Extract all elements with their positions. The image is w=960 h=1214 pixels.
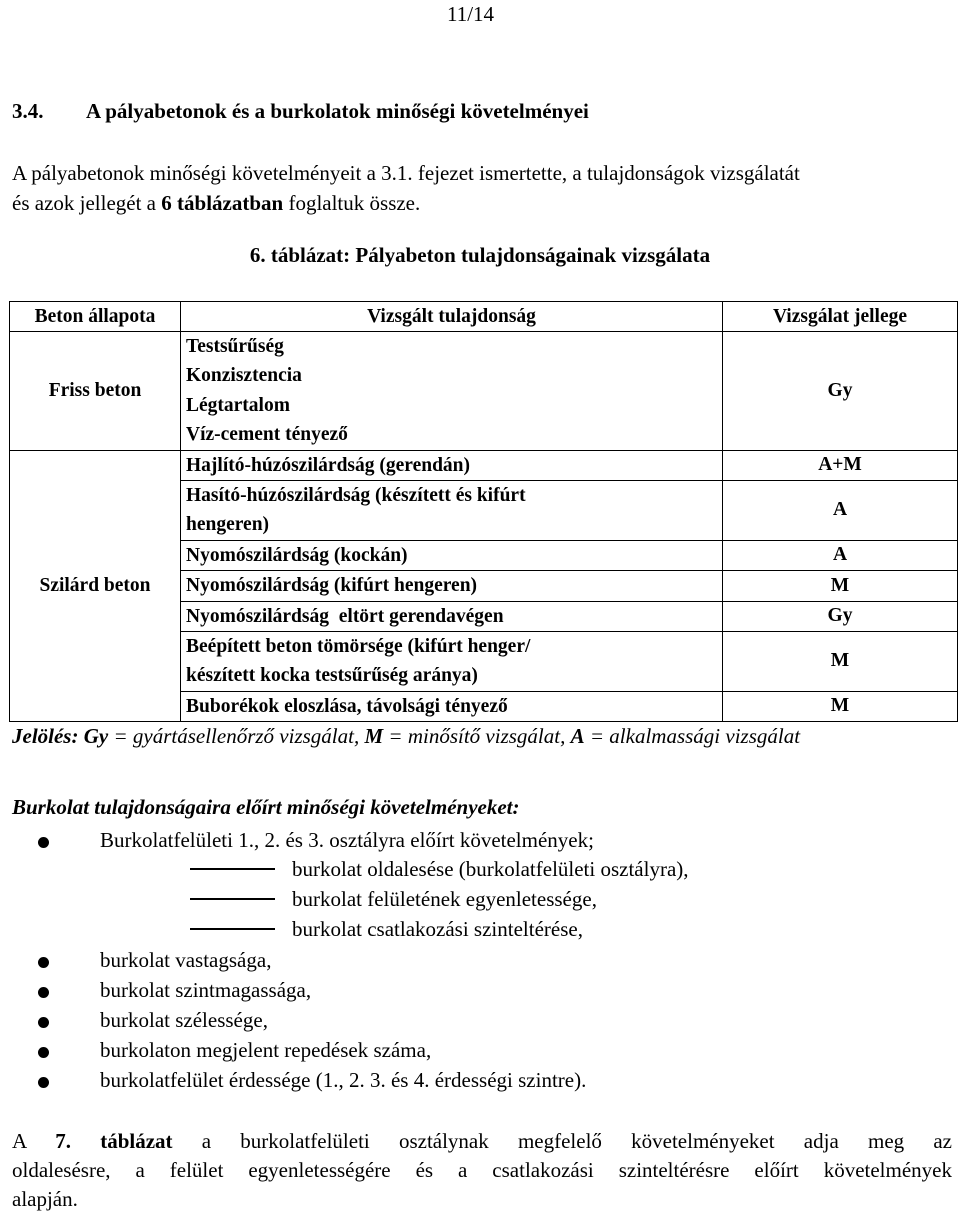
test-type-cell: M — [723, 571, 958, 601]
list-item: burkolatfelület érdessége (1., 2. 3. és 4. érdességi szintre). — [100, 1068, 587, 1092]
table-reference: 6 táblázatban — [161, 191, 284, 215]
bullet-icon — [38, 1017, 49, 1028]
closing-paragraph — [12, 1127, 952, 1214]
property-cell: Nyomószilárdság eltört gerendavégen — [181, 601, 723, 631]
test-type-cell: A+M — [723, 450, 958, 480]
table-reference: 7. táblázat — [55, 1129, 173, 1153]
header-cell: Vizsgálat jellege — [723, 302, 958, 332]
burkolat-heading: Burkolat tulajdonságaira előírt minőségi követelményeket: — [12, 795, 520, 819]
header-cell: Vizsgált tulajdonság — [181, 302, 723, 332]
test-type-cell: M — [723, 691, 958, 721]
dash-icon — [190, 928, 275, 930]
bullet-icon — [38, 987, 49, 998]
intro-line-1: A pályabetonok minőségi követelményeit a 3.1. fejezet ismertette, a tulajdonságok vizsgálatát — [12, 161, 800, 185]
state-cell: Szilárd beton — [10, 450, 181, 722]
property-cell: Nyomószilárdság (kifúrt hengeren) — [181, 571, 723, 601]
test-type-cell: A — [723, 480, 958, 540]
bullet-icon — [38, 957, 49, 968]
header-cell: Beton állapota — [10, 302, 181, 332]
legend-label: Jelölés: — [12, 724, 79, 748]
dash-icon — [190, 898, 275, 900]
table-row — [10, 332, 958, 451]
table-legend: Jelölés: Gy = gyártásellenőrző vizsgálat, M = minősítő vizsgálat, A = alkalmassági vizsgálat — [12, 724, 801, 748]
intro-line-2: és azok jellegét a 6 táblázatban foglaltuk össze. — [12, 191, 421, 215]
test-type-cell: Gy — [723, 601, 958, 631]
section-title: A pályabetonok és a burkolatok minőségi követelményei — [86, 99, 589, 123]
list-item: burkolaton megjelent repedések száma, — [100, 1038, 432, 1062]
intro-paragraph — [12, 158, 952, 218]
property-cell: Buborékok eloszlása, távolsági tényező — [181, 691, 723, 721]
list-item: burkolat vastagsága, — [100, 948, 272, 972]
table-header-row — [10, 302, 958, 332]
section-heading — [12, 99, 589, 124]
table-row — [10, 450, 958, 480]
bullet-icon — [38, 1077, 49, 1088]
state-cell: Friss beton — [10, 332, 181, 451]
closing-line-1: A 7. táblázat a burkolatfelületi osztálynak megfelelő követelményeket adja meg az — [12, 1129, 952, 1153]
table-caption: 6. táblázat: Pályabeton tulajdonságainak vizsgálata — [249, 243, 711, 267]
test-type-cell: A — [723, 540, 958, 570]
test-type-cell: Gy — [723, 332, 958, 451]
property-cell: Testsűrűség Konzisztencia Légtartalom Víz-cement tényező — [181, 332, 723, 451]
sub-list-item: burkolat oldalesése (burkolatfelületi osztályra), — [292, 857, 689, 881]
property-cell: Nyomószilárdság (kockán) — [181, 540, 723, 570]
property-cell: Hajlító-húzószilárdság (gerendán) — [181, 450, 723, 480]
closing-line-3: alapján. — [12, 1187, 78, 1211]
bullet-icon — [38, 1047, 49, 1058]
property-cell: Beépített beton tömörsége (kifúrt henger/ készített kocka testsűrűség aránya) — [181, 631, 723, 691]
dash-icon — [190, 868, 275, 870]
list-item: burkolat szélessége, — [100, 1008, 268, 1032]
list-item: burkolat szintmagassága, — [100, 978, 312, 1002]
closing-line-2: oldalesésre, a felület egyenletességére és a csatlakozási szinteltérésre előírt követelmények — [12, 1158, 952, 1182]
sub-list-item: burkolat csatlakozási szinteltérése, — [292, 917, 583, 941]
property-cell: Hasító-húzószilárdság (készített és kifúrt hengeren) — [181, 480, 723, 540]
sub-list-item: burkolat felületének egyenletessége, — [292, 887, 597, 911]
page-number: 11/14 — [447, 2, 495, 26]
bullet-icon — [38, 837, 49, 848]
test-type-cell: M — [723, 631, 958, 691]
list-item: Burkolatfelületi 1., 2. és 3. osztályra előírt követelmények; — [100, 828, 594, 852]
section-number: 3.4. — [12, 99, 44, 123]
properties-table — [9, 301, 958, 722]
